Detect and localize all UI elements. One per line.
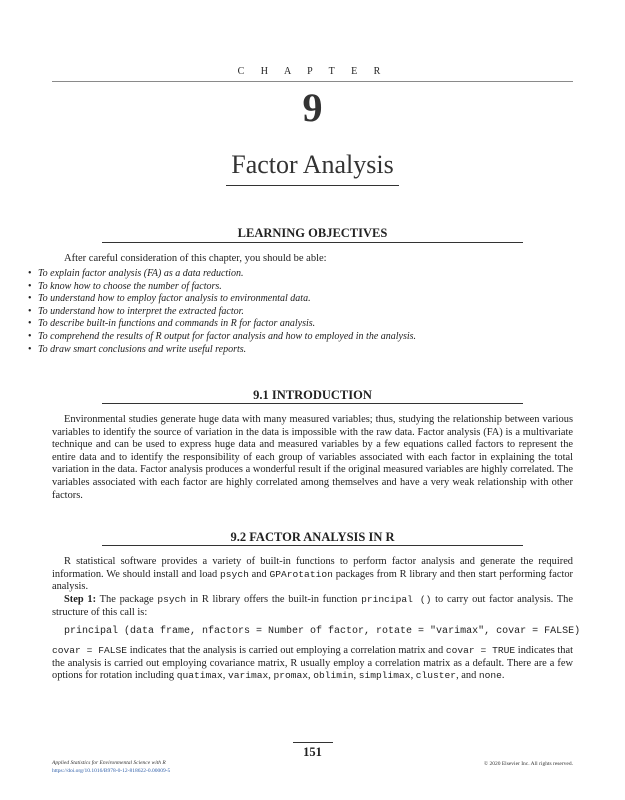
list-item: • To understand how to employ factor analysis to environmental data. xyxy=(28,293,311,305)
section-rule xyxy=(102,545,523,546)
footer-book-title: Applied Statistics for Environmental Science with R xyxy=(52,760,166,766)
title-underline xyxy=(226,185,399,186)
objectives-heading: LEARNING OBJECTIVES xyxy=(237,226,388,240)
page-number: 151 xyxy=(303,745,322,759)
code-psych: psych xyxy=(157,594,187,605)
section-heading-factor-analysis-in-r: 9.2 FACTOR ANALYSIS IN R xyxy=(230,530,395,544)
code-covar-false: covar = FALSE xyxy=(52,645,128,656)
bullet-icon: • xyxy=(28,293,32,305)
code-principal: principal () xyxy=(361,594,432,605)
footer-rule xyxy=(293,742,333,743)
bullet-icon: • xyxy=(28,268,32,279)
chapter-title: Factor Analysis xyxy=(231,150,394,179)
chapter-label: C H A P T E R xyxy=(237,66,388,77)
code-block-principal-call: principal (data frame, nfactors = Number of factor, rotate = "varimax", covar = FALSE) xyxy=(64,626,581,637)
bullet-icon: • xyxy=(28,305,32,317)
footer-doi-link[interactable]: https://doi.org/10.1016/B978-0-12-818622-0.00009-5 xyxy=(52,768,171,774)
paragraph-covar: covar = FALSE indicates that the analysis is carried out employing a correlation matrix and covar = TRUE indicates that the analysis is carried out employing covariance matrix, R usually employ a correlation matrix as a default. There are a few options for rotation including quatimax, varimax, promax, oblimin, simplimax, cluster, and none. xyxy=(52,645,574,682)
list-item: • To know how to choose the number of factors. xyxy=(28,280,222,292)
code-psych: psych xyxy=(220,568,249,580)
paragraph-packages: R statistical software provides a variety of built-in functions to perform factor analysis and generate the required information. We should install and load psych and GPArotation packages from R library and then start performing factor analysis. xyxy=(52,556,573,593)
code-gparotation: GPArotation xyxy=(269,568,333,580)
list-item: • To understand how to interpret the extracted factor. xyxy=(28,305,244,317)
bullet-icon: • xyxy=(28,330,32,342)
chapter-number: 9 xyxy=(302,85,323,130)
list-item: • To draw smart conclusions and write useful reports. xyxy=(28,343,247,355)
bullet-icon: • xyxy=(28,343,32,355)
list-item: • To describe built-in functions and commands in R for factor analysis. xyxy=(28,318,316,330)
objectives-list xyxy=(28,268,588,356)
introduction-paragraph: Environmental studies generate huge data with many measured variables; thus, studying the relationship between various variables to identify the source of variation in the data is impossible with the raw data. Factor analysis (FA) is a multivariate technique and can be used to express huge data and measured variables by a few equations called factors to represent the entire data and to identify the responsibility of each group of variables associated with each factor in explaining the total variation in the data. Factor analysis produces a wonderful result if the original measured variables are highly correlated. The variables associated with each factor are highly correlated among themselves and have a very weak relationship with other factors. xyxy=(52,414,573,501)
list-item: • To explain factor analysis (FA) as a data reduction. xyxy=(28,268,244,279)
bullet-icon: • xyxy=(28,280,32,292)
section-rule xyxy=(102,403,523,404)
section-heading-introduction: 9.1 INTRODUCTION xyxy=(253,388,372,402)
bullet-icon: • xyxy=(28,318,32,330)
chapter-rule xyxy=(52,81,573,82)
objectives-intro: After careful consideration of this chapter, you should be able: xyxy=(64,253,327,264)
footer-copyright: © 2020 Elsevier Inc. All rights reserved. xyxy=(483,761,573,767)
list-item: • To comprehend the results of R output for factor analysis and how to employed in the analysis. xyxy=(28,330,417,342)
paragraph-step-1: Step 1: The package psych in R library offers the built-in function principal () to carry out factor analysis. The structure of this call is: xyxy=(52,594,573,618)
code-covar-true: covar = TRUE xyxy=(445,645,516,656)
step-label: Step 1: xyxy=(64,594,97,605)
objectives-rule xyxy=(102,242,523,243)
